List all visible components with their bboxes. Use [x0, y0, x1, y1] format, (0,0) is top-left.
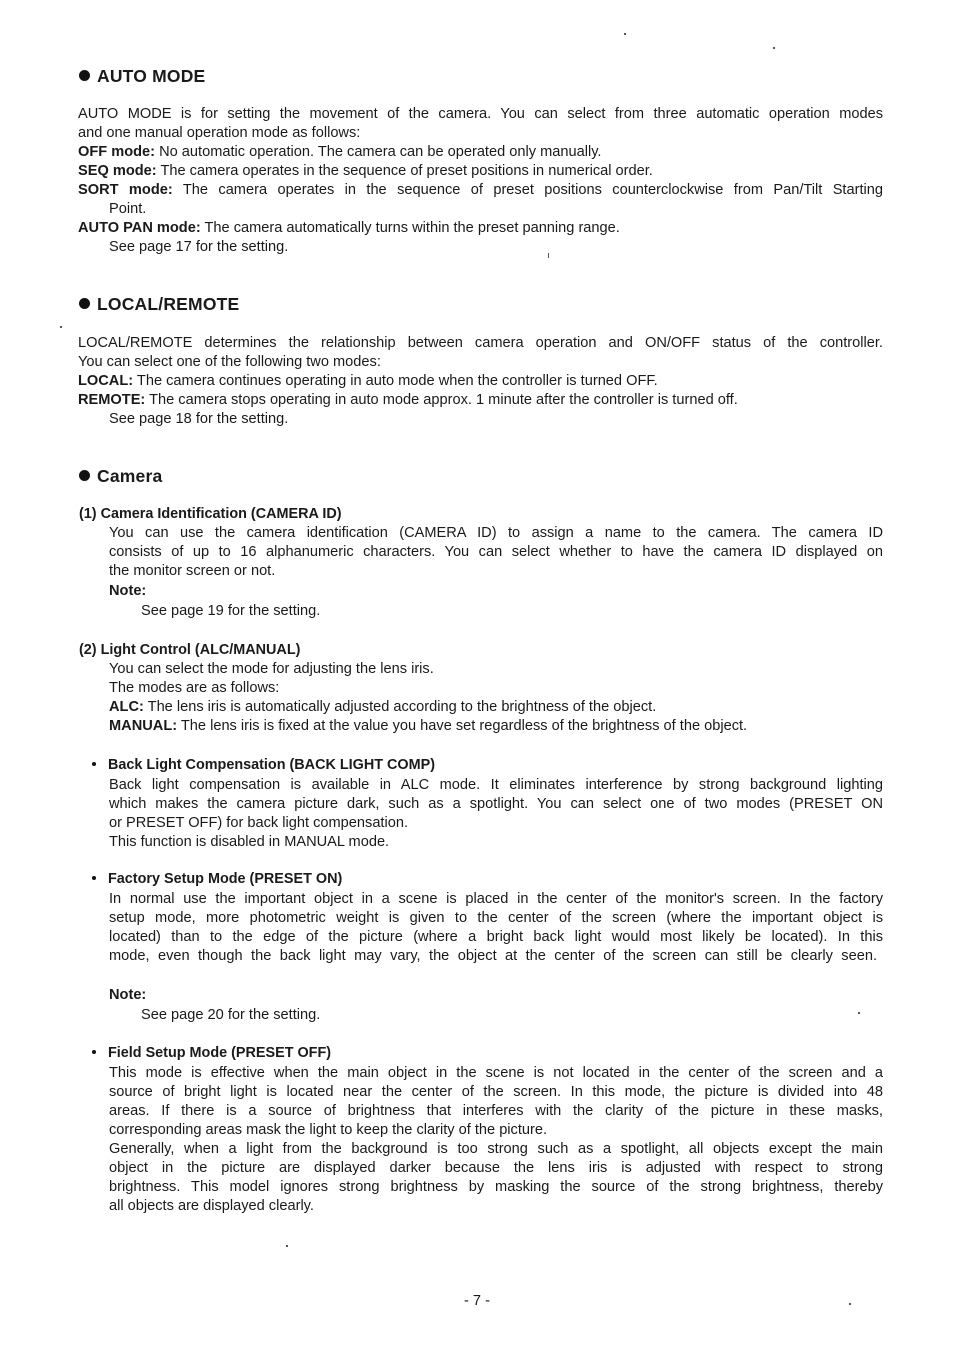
term-label: REMOTE:	[78, 392, 146, 408]
paragraph-line: and one manual operation mode as follows:	[78, 125, 361, 141]
paragraph-line: mode, even though the back light may vary, the object at the center of the screen can still be clearly seen.	[109, 948, 877, 964]
paragraph-line: located) than to the edge of the picture (where a bright back light would most likely be located). In this	[109, 929, 883, 945]
paragraph-line: Generally, when a light from the background is too strong such as a spotlight, all objects except the main	[109, 1141, 883, 1157]
note-label: Note:	[109, 583, 147, 599]
paragraph-line: object in the picture are displayed darker because the lens iris is adjusted with respect to strong	[109, 1160, 883, 1176]
subsection-heading-field-setup: Field Setup Mode (PRESET OFF)	[92, 1044, 331, 1063]
scan-speck	[773, 47, 775, 49]
auto-pan-mode-line: AUTO PAN mode: The camera automatically turns within the preset panning range.	[78, 220, 620, 236]
section-heading-auto-mode: AUTO MODE	[79, 66, 205, 86]
paragraph-line: LOCAL/REMOTE determines the relationship between camera operation and ON/OFF status of the controller.	[78, 335, 883, 351]
page-reference: See page 20 for the setting.	[141, 1007, 321, 1023]
bullet-icon	[79, 70, 90, 81]
section-heading-local-remote: LOCAL/REMOTE	[79, 294, 239, 314]
scan-speck	[849, 1303, 851, 1305]
sort-mode-line: SORT mode: The camera operates in the sequence of preset positions counterclockwise from Pan/Tilt Starting	[78, 182, 883, 198]
bullet-icon	[92, 876, 96, 880]
scan-speck	[858, 1012, 860, 1014]
page-reference: See page 19 for the setting.	[141, 603, 321, 619]
bullet-icon	[79, 298, 90, 309]
term-label: MANUAL:	[109, 718, 178, 734]
bullet-icon	[92, 1050, 96, 1054]
page-number: - 7 -	[464, 1293, 490, 1309]
term-label: LOCAL:	[78, 373, 134, 389]
subsection-heading-camera-id: (1) Camera Identification (CAMERA ID)	[79, 506, 342, 522]
paragraph-line: setup mode, more photometric weight is given to the center of the screen (where the important object is	[109, 910, 883, 926]
term-label: SORT mode:	[78, 182, 173, 198]
manual-line: MANUAL: The lens iris is fixed at the value you have set regardless of the brightness of the object.	[109, 718, 748, 734]
paragraph-line: areas. If there is a source of brightness that interferes with the clarity of the picture in these masks,	[109, 1103, 883, 1119]
paragraph-line: brightness. This model ignores strong brightness by masking the source of the strong brightness, thereby	[109, 1179, 883, 1195]
note-label: Note:	[109, 987, 147, 1003]
section-heading-camera: Camera	[79, 466, 162, 486]
subsection-heading-back-light-comp: Back Light Compensation (BACK LIGHT COMP)	[92, 756, 435, 775]
subsection-heading-factory-setup: Factory Setup Mode (PRESET ON)	[92, 870, 342, 889]
paragraph-line: Point.	[109, 201, 147, 217]
paragraph-line: or PRESET OFF) for back light compensation.	[109, 815, 409, 831]
bullet-icon	[79, 470, 90, 481]
off-mode-line: OFF mode: No automatic operation. The camera can be operated only manually.	[78, 144, 602, 160]
paragraph-line: This mode is effective when the main object in the scene is not located in the center of the screen and a	[109, 1065, 883, 1081]
local-line: LOCAL: The camera continues operating in auto mode when the controller is turned OFF.	[78, 373, 658, 389]
term-label: ALC:	[109, 699, 144, 715]
term-label: AUTO PAN mode:	[78, 220, 201, 236]
paragraph-line: corresponding areas mask the light to keep the clarity of the picture.	[109, 1122, 548, 1138]
page-reference: See page 17 for the setting.	[109, 239, 289, 255]
scan-speck	[60, 326, 62, 328]
term-label: OFF mode:	[78, 144, 156, 160]
paragraph-line: You can select the mode for adjusting the lens iris.	[109, 661, 434, 677]
paragraph-line: You can use the camera identification (CAMERA ID) to assign a name to the camera. The camera ID	[109, 525, 883, 541]
paragraph-line: the monitor screen or not.	[109, 563, 276, 579]
paragraph-line: Back light compensation is available in ALC mode. It eliminates interference by strong background lighting	[109, 777, 883, 793]
term-label: SEQ mode:	[78, 163, 157, 179]
scan-speck	[286, 1245, 288, 1247]
paragraph-line: source of bright light is located near the center of the screen. In this mode, the picture is divided into 48	[109, 1084, 883, 1100]
paragraph-line: all objects are displayed clearly.	[109, 1198, 314, 1214]
paragraph-line: This function is disabled in MANUAL mode.	[109, 834, 390, 850]
paragraph-line: which makes the camera picture dark, such as a spotlight. You can select one of two modes (PRESET ON	[109, 796, 883, 812]
paragraph-line: AUTO MODE is for setting the movement of the camera. You can select from three automatic operation modes	[78, 106, 883, 122]
scan-speck	[624, 33, 626, 35]
remote-line: REMOTE: The camera stops operating in auto mode approx. 1 minute after the controller is turned off.	[78, 392, 738, 408]
paragraph-line: You can select one of the following two modes:	[78, 354, 381, 370]
paragraph-line: In normal use the important object in a scene is placed in the center of the monitor's screen. In the factory	[109, 891, 883, 907]
bullet-icon	[92, 762, 96, 766]
scan-speck	[548, 253, 549, 258]
page-reference: See page 18 for the setting.	[109, 411, 289, 427]
subsection-heading-light-control: (2) Light Control (ALC/MANUAL)	[79, 642, 301, 658]
seq-mode-line: SEQ mode: The camera operates in the sequence of preset positions in numerical order.	[78, 163, 653, 179]
paragraph-line: The modes are as follows:	[109, 680, 280, 696]
paragraph-line: consists of up to 16 alphanumeric characters. You can select whether to have the camera ID displayed on	[109, 544, 883, 560]
alc-line: ALC: The lens iris is automatically adjusted according to the brightness of the object.	[109, 699, 657, 715]
